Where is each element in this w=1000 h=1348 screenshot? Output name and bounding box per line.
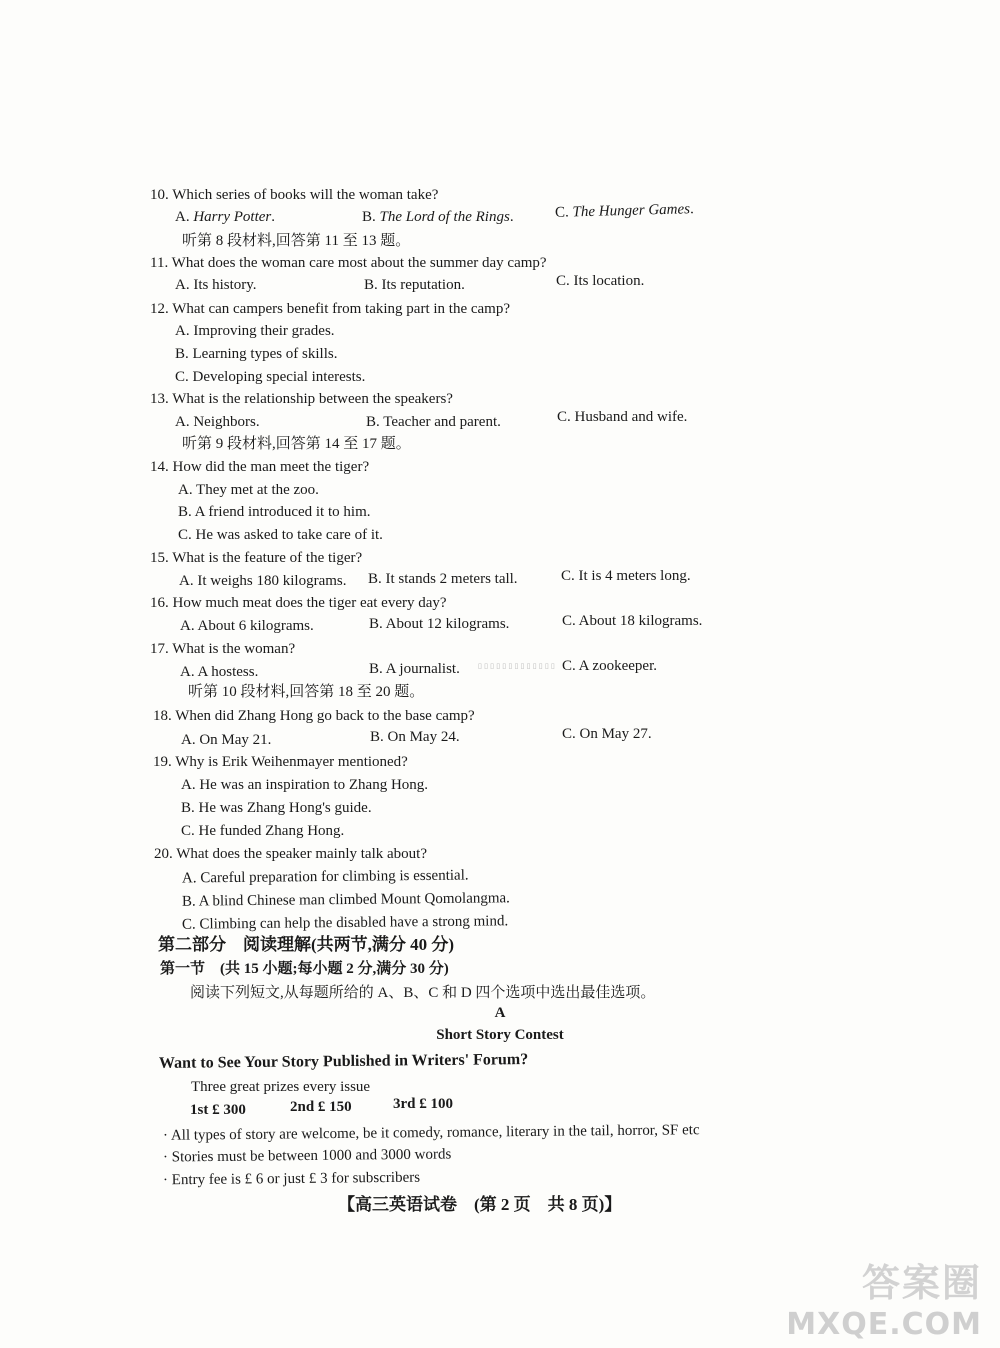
question-12-option-a: A. Improving their grades. xyxy=(175,323,335,339)
watermark-url: MXQE.COM xyxy=(786,1307,982,1342)
question-14-option-b: B. A friend introduced it to him. xyxy=(178,504,371,520)
question-18-option-b: B. On May 24. xyxy=(370,729,460,745)
part-2-heading: 第二部分 阅读理解(共两节,满分 40 分) xyxy=(158,935,455,954)
question-14-option-a: A. They met at the zoo. xyxy=(178,482,319,498)
question-20-stem: 20. What does the speaker mainly talk about? xyxy=(154,846,427,862)
ad-subline: Three great prizes every issue xyxy=(191,1079,371,1095)
question-19-stem: 19. Why is Erik Weihenmayer mentioned? xyxy=(153,754,408,770)
question-16-option-b: B. About 12 kilograms. xyxy=(369,616,510,632)
watermark-logo: 答案圈 xyxy=(861,1261,982,1305)
listening-material-9-instruction: 听第 9 段材料,回答第 14 至 17 题。 xyxy=(182,436,411,452)
question-20-option-a: A. Careful preparation for climbing is essential. xyxy=(181,867,469,887)
question-12-option-c: C. Developing special interests. xyxy=(175,369,366,385)
question-14-stem: 14. How did the man meet the tiger? xyxy=(150,459,370,475)
question-13-option-c: C. Husband and wife. xyxy=(557,409,688,425)
question-11-stem: 11. What does the woman care most about the summer day camp? xyxy=(150,255,547,271)
prize-1st: 1st £ 300 xyxy=(190,1102,246,1118)
site-watermark xyxy=(786,1252,982,1342)
question-15-stem: 15. What is the feature of the tiger? xyxy=(150,550,363,566)
passage-title: Short Story Contest xyxy=(436,1027,564,1043)
question-18-option-c: C. On May 27. xyxy=(562,726,652,742)
question-12-stem: 12. What can campers benefit from taking part in the camp? xyxy=(150,301,510,317)
question-18-option-a: A. On May 21. xyxy=(181,732,272,748)
question-15-option-a: A. It weighs 180 kilograms. xyxy=(179,573,347,589)
question-10-option-b: B. The Lord of the Rings. xyxy=(362,209,514,225)
listening-material-8-instruction: 听第 8 段材料,回答第 11 至 13 题。 xyxy=(182,233,411,249)
ad-headline: Want to See Your Story Published in Writers' Forum? xyxy=(158,1051,529,1072)
question-10-option-c: C. The Hunger Games. xyxy=(554,201,694,221)
question-17-option-c: C. A zookeeper. xyxy=(562,658,657,674)
question-20-option-b: B. A blind Chinese man climbed Mount Qomolangma. xyxy=(181,890,510,910)
question-11-option-b: B. Its reputation. xyxy=(364,277,465,293)
question-19-option-c: C. He funded Zhang Hong. xyxy=(181,823,345,839)
question-13-stem: 13. What is the relationship between the speakers? xyxy=(150,391,453,407)
question-17-option-a: A. A hostess. xyxy=(180,664,259,680)
ad-bullet-entry-fee: · Entry fee is £ 6 or just £ 3 for subscribers xyxy=(162,1169,421,1189)
question-14-option-c: C. He was asked to take care of it. xyxy=(178,527,383,543)
question-12-option-b: B. Learning types of skills. xyxy=(175,346,338,362)
question-16-stem: 16. How much meat does the tiger eat every day? xyxy=(150,595,447,611)
question-10-stem: 10. Which series of books will the woman take? xyxy=(150,187,439,203)
question-15-option-b: B. It stands 2 meters tall. xyxy=(368,571,518,587)
question-16-option-c: C. About 18 kilograms. xyxy=(562,613,703,629)
reading-directions: 阅读下列短文,从每题所给的 A、B、C 和 D 四个选项中选出最佳选项。 xyxy=(190,985,656,1001)
ad-bullet-story-types: · All types of story are welcome, be it comedy, romance, literary in the tail, horror, SF etc xyxy=(162,1122,700,1144)
question-17-stem: 17. What is the woman? xyxy=(150,641,296,657)
question-13-option-b: B. Teacher and parent. xyxy=(366,414,501,430)
question-20-option-c: C. Climbing can help the disabled have a strong mind. xyxy=(181,913,509,933)
prize-3rd: 3rd £ 100 xyxy=(393,1096,453,1112)
question-19-option-a: A. He was an inspiration to Zhang Hong. xyxy=(181,777,429,793)
listening-material-10-instruction: 听第 10 段材料,回答第 18 至 20 题。 xyxy=(188,684,425,700)
question-11-option-a: A. Its history. xyxy=(175,277,257,293)
question-10-option-a: A. Harry Potter. xyxy=(175,209,276,225)
passage-letter: A xyxy=(494,1005,506,1021)
faint-stamp: ▯ ▯ ▯ ▯ ▯ ▯ ▯ ▯ ▯ ▯ ▯ ▯ ▯ xyxy=(478,662,555,670)
question-13-option-a: A. Neighbors. xyxy=(175,414,260,430)
question-11-option-c: C. Its location. xyxy=(556,273,645,289)
ad-bullet-word-count: · Stories must be between 1000 and 3000 words xyxy=(162,1146,452,1166)
question-18-stem: 18. When did Zhang Hong go back to the base camp? xyxy=(153,708,475,724)
prize-2nd: 2nd £ 150 xyxy=(290,1099,352,1115)
question-19-option-b: B. He was Zhang Hong's guide. xyxy=(181,800,372,816)
question-16-option-a: A. About 6 kilograms. xyxy=(180,618,314,634)
question-15-option-c: C. It is 4 meters long. xyxy=(561,568,691,584)
question-17-option-b: B. A journalist. xyxy=(369,661,460,677)
section-1-heading: 第一节 (共 15 小题;每小题 2 分,满分 30 分) xyxy=(160,961,449,977)
page-footer: 【高三英语试卷 (第 2 页 共 8 页)】 xyxy=(338,1195,622,1214)
